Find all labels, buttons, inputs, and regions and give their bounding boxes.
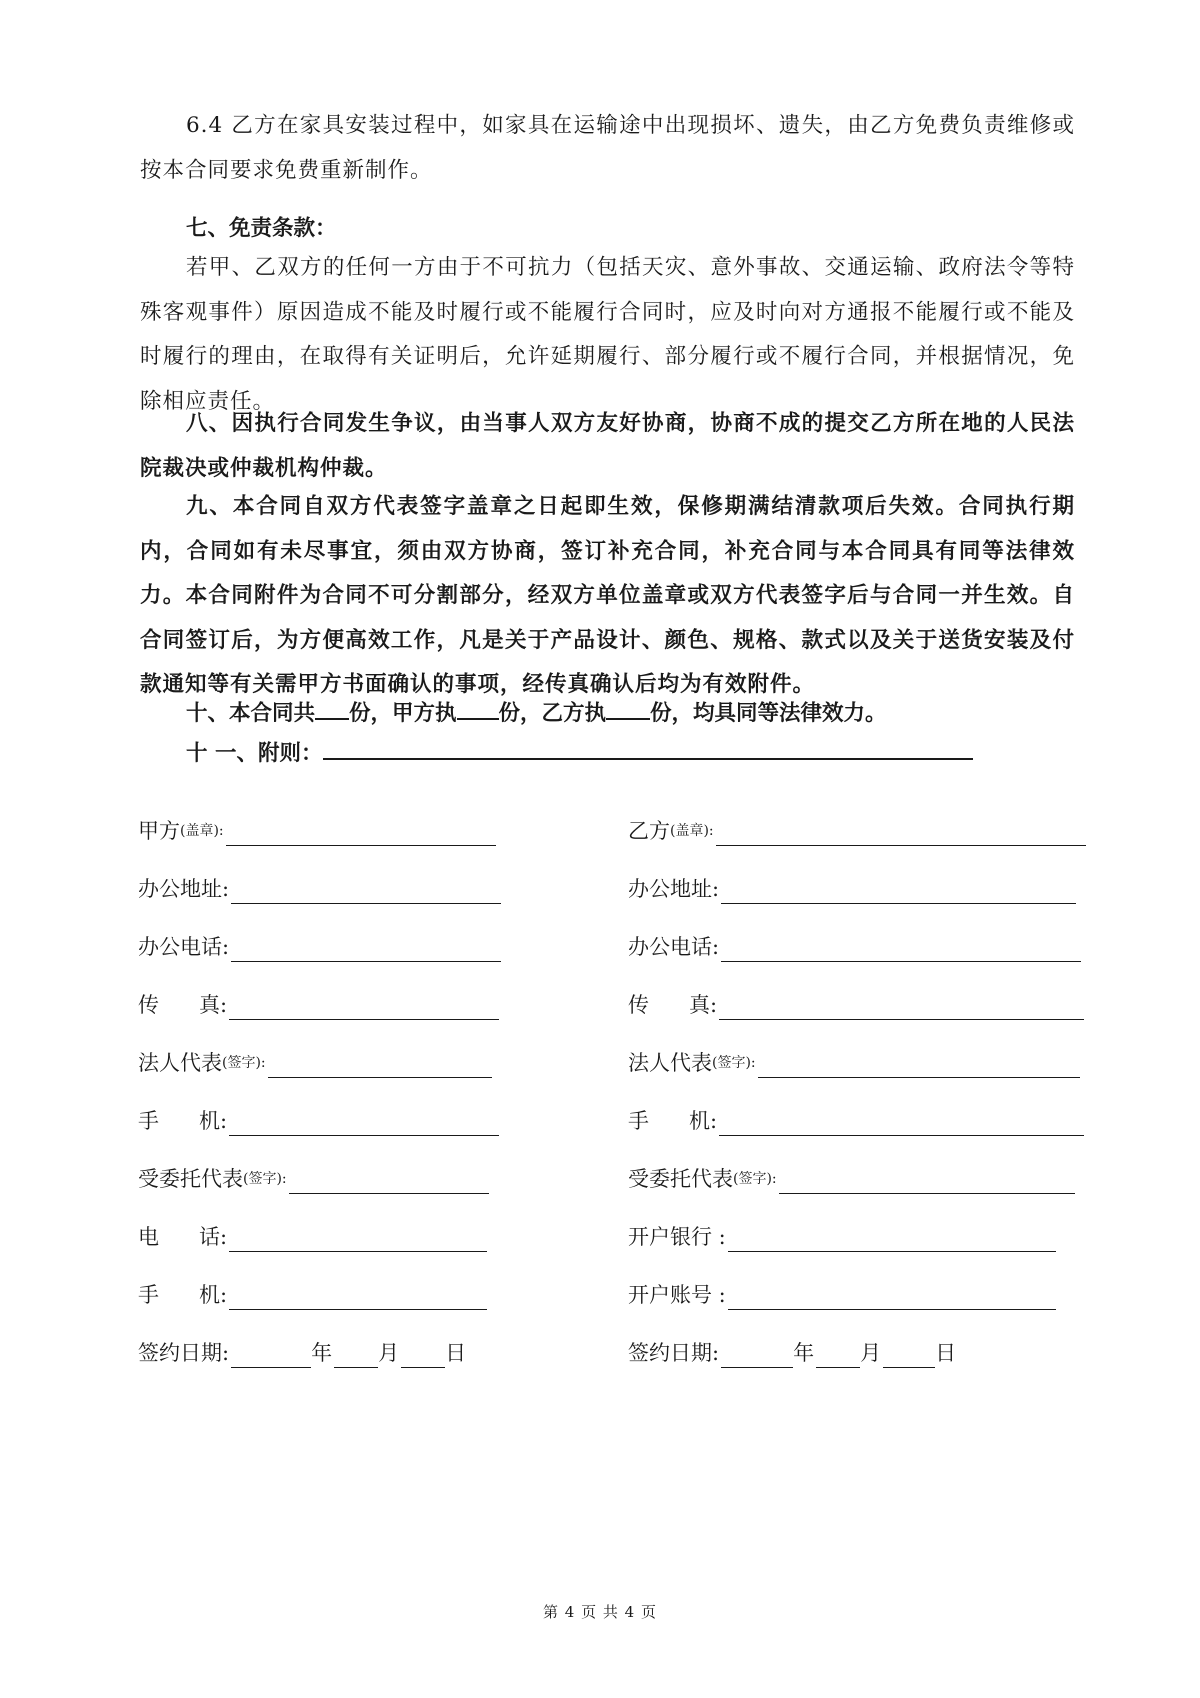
party-a-mobile-label: 手 机: <box>138 1109 228 1133</box>
party-b-date <box>628 1338 956 1368</box>
party-a-month-label: 月 <box>378 1341 400 1365</box>
party-b-phone-label: 办公电话: <box>628 935 720 959</box>
party-b-mobile-field[interactable] <box>719 1113 1084 1136</box>
section-10-part2: 份，甲方执 <box>349 701 457 726</box>
party-b-seal-field[interactable] <box>716 823 1086 846</box>
party-a-date <box>138 1338 466 1368</box>
party-b-address <box>628 874 1076 904</box>
party-b-fax <box>628 990 1084 1020</box>
copies-total-blank[interactable] <box>315 696 349 720</box>
party-a-day-label: 日 <box>445 1341 467 1365</box>
party-b-seal-label: 乙方 <box>628 819 670 843</box>
party-b-day-field[interactable] <box>883 1345 935 1368</box>
party-a-legal-rep-note: (签字): <box>222 1055 266 1071</box>
party-a-tel-label: 电 话: <box>138 1225 228 1249</box>
party-a-mobile2 <box>138 1280 487 1310</box>
party-a-mobile2-label: 手 机: <box>138 1283 228 1307</box>
party-a-mobile2-field[interactable] <box>229 1287 487 1310</box>
party-b-year-label: 年 <box>793 1341 815 1365</box>
party-b-address-field[interactable] <box>721 881 1076 904</box>
party-a-delegate-note: (签字): <box>243 1171 287 1187</box>
party-a-fax <box>138 990 499 1020</box>
party-a-legal-rep <box>138 1048 492 1078</box>
party-b-mobile <box>628 1106 1084 1136</box>
party-b-month-label: 月 <box>860 1341 882 1365</box>
party-b-fax-label: 传 真: <box>628 993 718 1017</box>
section-10-part3: 份，乙方执 <box>498 701 607 726</box>
party-a-date-label: 签约日期: <box>138 1341 230 1365</box>
party-a-mobile <box>138 1106 499 1136</box>
party-a-year-label: 年 <box>311 1341 333 1365</box>
copies-party-b-blank[interactable] <box>606 696 650 720</box>
page-number: 第 4 页 共 4 页 <box>543 1603 657 1621</box>
section-7-body: 若甲、乙双方的任何一方由于不可抗力（包括天灾、意外事故、交通运输、政府法令等特殊客观事件）原因造成不能及时履行或不能履行合同时，应及时向对方通报不能履行或不能及时履行的理由，在取得有关证明后，允许延期履行、部分履行或不履行合同，并根据情况，免除相应责任。 <box>140 255 1075 414</box>
party-a-delegate <box>138 1164 489 1194</box>
party-a-seal <box>138 816 496 846</box>
party-a-seal-field[interactable] <box>226 823 496 846</box>
party-b-month-field[interactable] <box>816 1345 860 1368</box>
party-a-tel-field[interactable] <box>229 1229 487 1252</box>
party-b-seal <box>628 816 1086 846</box>
party-b-bank-label: 开户银行 : <box>628 1225 726 1249</box>
supplementary-terms-blank[interactable] <box>323 736 973 760</box>
section-8: 八、因执行合同发生争议，由当事人双方友好协商，协商不成的提交乙方所在地的人民法院裁决或仲裁机构仲裁。 <box>140 411 1075 481</box>
section-10-part4: 份，均具同等法律效力。 <box>650 701 887 726</box>
party-b-legal-rep-note: (签字): <box>712 1055 756 1071</box>
section-10 <box>186 696 887 729</box>
party-a-mobile-field[interactable] <box>229 1113 499 1136</box>
party-a-address-label: 办公地址: <box>138 877 230 901</box>
party-a-seal-label: 甲方 <box>138 819 180 843</box>
party-a-phone <box>138 932 501 962</box>
party-b-address-label: 办公地址: <box>628 877 720 901</box>
party-a-address-field[interactable] <box>231 881 501 904</box>
party-b-legal-rep <box>628 1048 1080 1078</box>
party-b-bank-field[interactable] <box>728 1229 1056 1252</box>
party-a-phone-field[interactable] <box>231 939 501 962</box>
party-a-month-field[interactable] <box>334 1345 378 1368</box>
party-b-delegate-note: (签字): <box>733 1171 777 1187</box>
copies-party-a-blank[interactable] <box>457 696 499 720</box>
section-7-heading: 七、免责条款： <box>186 216 337 241</box>
party-a-legal-rep-field[interactable] <box>268 1055 492 1078</box>
party-a-fax-field[interactable] <box>229 997 499 1020</box>
party-b-phone-field[interactable] <box>721 939 1081 962</box>
party-b-mobile-label: 手 机: <box>628 1109 718 1133</box>
party-b-delegate <box>628 1164 1075 1194</box>
party-b-account-label: 开户账号 : <box>628 1283 726 1307</box>
party-a-phone-label: 办公电话: <box>138 935 230 959</box>
party-b-account <box>628 1280 1056 1310</box>
party-a-delegate-field[interactable] <box>289 1171 489 1194</box>
clause-6-4: 6.4 乙方在家具安装过程中，如家具在运输途中出现损坏、遗失，由乙方免费负责维修或按本合同要求免费重新制作。 <box>140 113 1075 183</box>
party-b-legal-rep-field[interactable] <box>758 1055 1080 1078</box>
party-b-seal-note: (盖章): <box>670 823 714 839</box>
party-a-address <box>138 874 501 904</box>
party-b-legal-rep-label: 法人代表 <box>628 1051 712 1075</box>
party-a-delegate-label: 受委托代表 <box>138 1167 243 1191</box>
section-11 <box>186 736 973 769</box>
party-a-year-field[interactable] <box>231 1345 311 1368</box>
party-b-account-field[interactable] <box>728 1287 1056 1310</box>
party-b-year-field[interactable] <box>721 1345 793 1368</box>
party-a-fax-label: 传 真: <box>138 993 228 1017</box>
party-b-delegate-field[interactable] <box>779 1171 1075 1194</box>
party-b-date-label: 签约日期: <box>628 1341 720 1365</box>
party-b-bank <box>628 1222 1056 1252</box>
section-9: 九、本合同自双方代表签字盖章之日起即生效，保修期满结清款项后失效。合同执行期内，合同如有未尽事宜，须由双方协商，签订补充合同，补充合同与本合同具有同等法律效力。本合同附件为合同不可分割部分，经双方单位盖章或双方代表签字后与合同一并生效。自合同签订后，为方便高效工作，凡是关于产品设计、颜色、规格、款式以及关于送货安装及付款通知等有关需甲方书面确认的事项，经传真确认后均为有效附件。 <box>140 494 1075 697</box>
party-b-fax-field[interactable] <box>719 997 1084 1020</box>
party-a-seal-note: (盖章): <box>180 823 224 839</box>
party-a-legal-rep-label: 法人代表 <box>138 1051 222 1075</box>
section-10-part1: 十、本合同共 <box>186 701 316 726</box>
party-b-delegate-label: 受委托代表 <box>628 1167 733 1191</box>
section-11-label: 十 一、附则： <box>186 741 323 766</box>
party-b-phone <box>628 932 1081 962</box>
party-a-day-field[interactable] <box>401 1345 445 1368</box>
party-a-tel <box>138 1222 487 1252</box>
party-b-day-label: 日 <box>935 1341 957 1365</box>
